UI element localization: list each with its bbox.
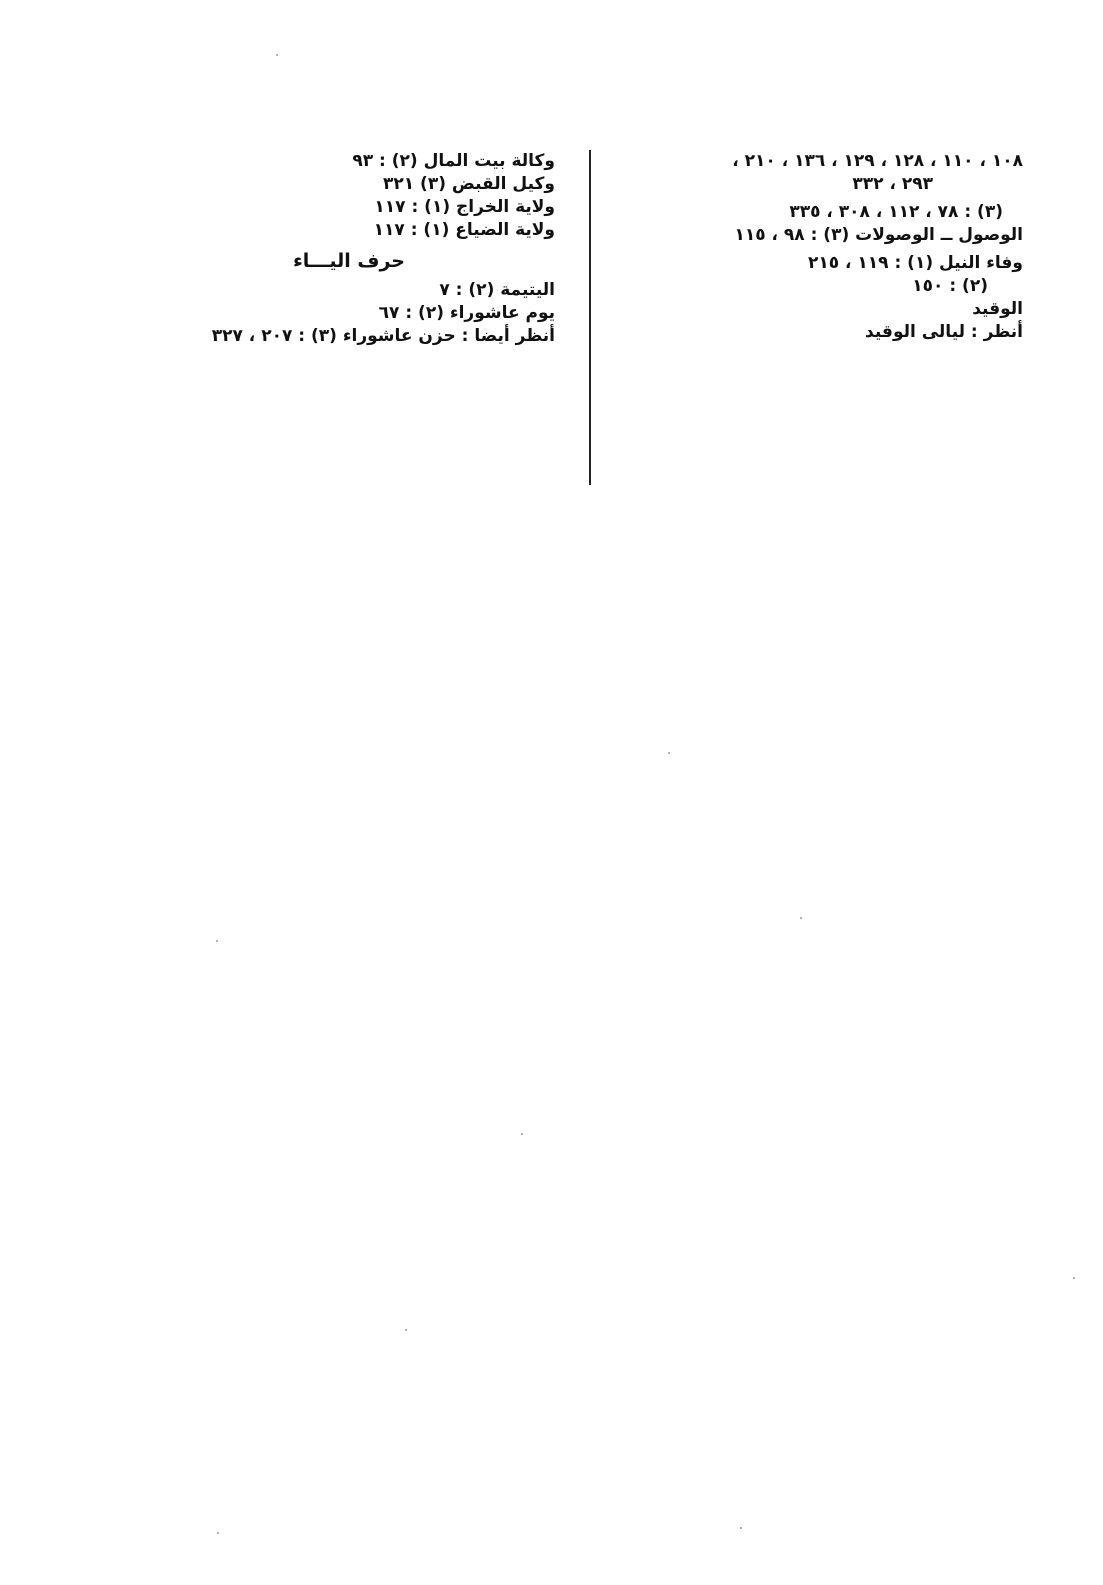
index-cross-reference: أنظر : ليالى الوقيد xyxy=(865,322,1023,342)
index-entry: ولاية الخراج (١) : ١١٧ xyxy=(374,197,555,217)
index-column-right xyxy=(603,150,1023,344)
index-entry: الوصول ــ الوصولات (٣) : ٩٨ ، ١١٥ xyxy=(734,225,1023,245)
scan-speck xyxy=(521,1133,523,1135)
index-entry: الوقيد xyxy=(972,299,1023,319)
scan-speck xyxy=(740,1527,742,1529)
index-entry-subvolume: (٢) : ١٥٠ xyxy=(912,276,988,296)
column-divider xyxy=(589,150,591,485)
index-entry: وفاء النيل (١) : ١١٩ ، ٢١٥ xyxy=(807,253,1023,273)
scan-speck xyxy=(216,940,218,942)
scan-speck xyxy=(276,54,278,56)
scan-speck xyxy=(800,917,802,919)
index-entry: ولاية الضياع (١) : ١١٧ xyxy=(373,220,555,240)
index-entry-subvolume: (٣) : ٧٨ ، ١١٢ ، ٣٠٨ ، ٣٣٥ xyxy=(789,202,1003,222)
index-entry: وكيل القبض (٣) ٣٢١ xyxy=(383,174,555,194)
index-cross-reference: أنظر أيضا : حزن عاشوراء (٣) : ٢٠٧ ، ٣٢٧ xyxy=(211,326,555,346)
scan-speck xyxy=(217,1532,219,1534)
scan-speck xyxy=(405,1329,407,1331)
section-heading: حرف اليـــاء xyxy=(293,250,405,272)
index-entry-continuation: ٢٩٣ ، ٣٣٢ xyxy=(852,174,933,194)
scan-speck xyxy=(1073,1277,1075,1279)
index-entry: يوم عاشوراء (٢) : ٦٧ xyxy=(378,303,555,323)
index-entry: وكالة بيت المال (٢) : ٩٣ xyxy=(352,151,555,171)
index-column-left xyxy=(95,150,555,348)
scan-speck xyxy=(668,752,670,754)
index-entry: اليتيمة (٢) : ٧ xyxy=(439,280,555,300)
index-entry-continuation: ١٠٨ ، ١١٠ ، ١٢٨ ، ١٢٩ ، ١٣٦ ، ٢١٠ ، xyxy=(732,151,1023,171)
